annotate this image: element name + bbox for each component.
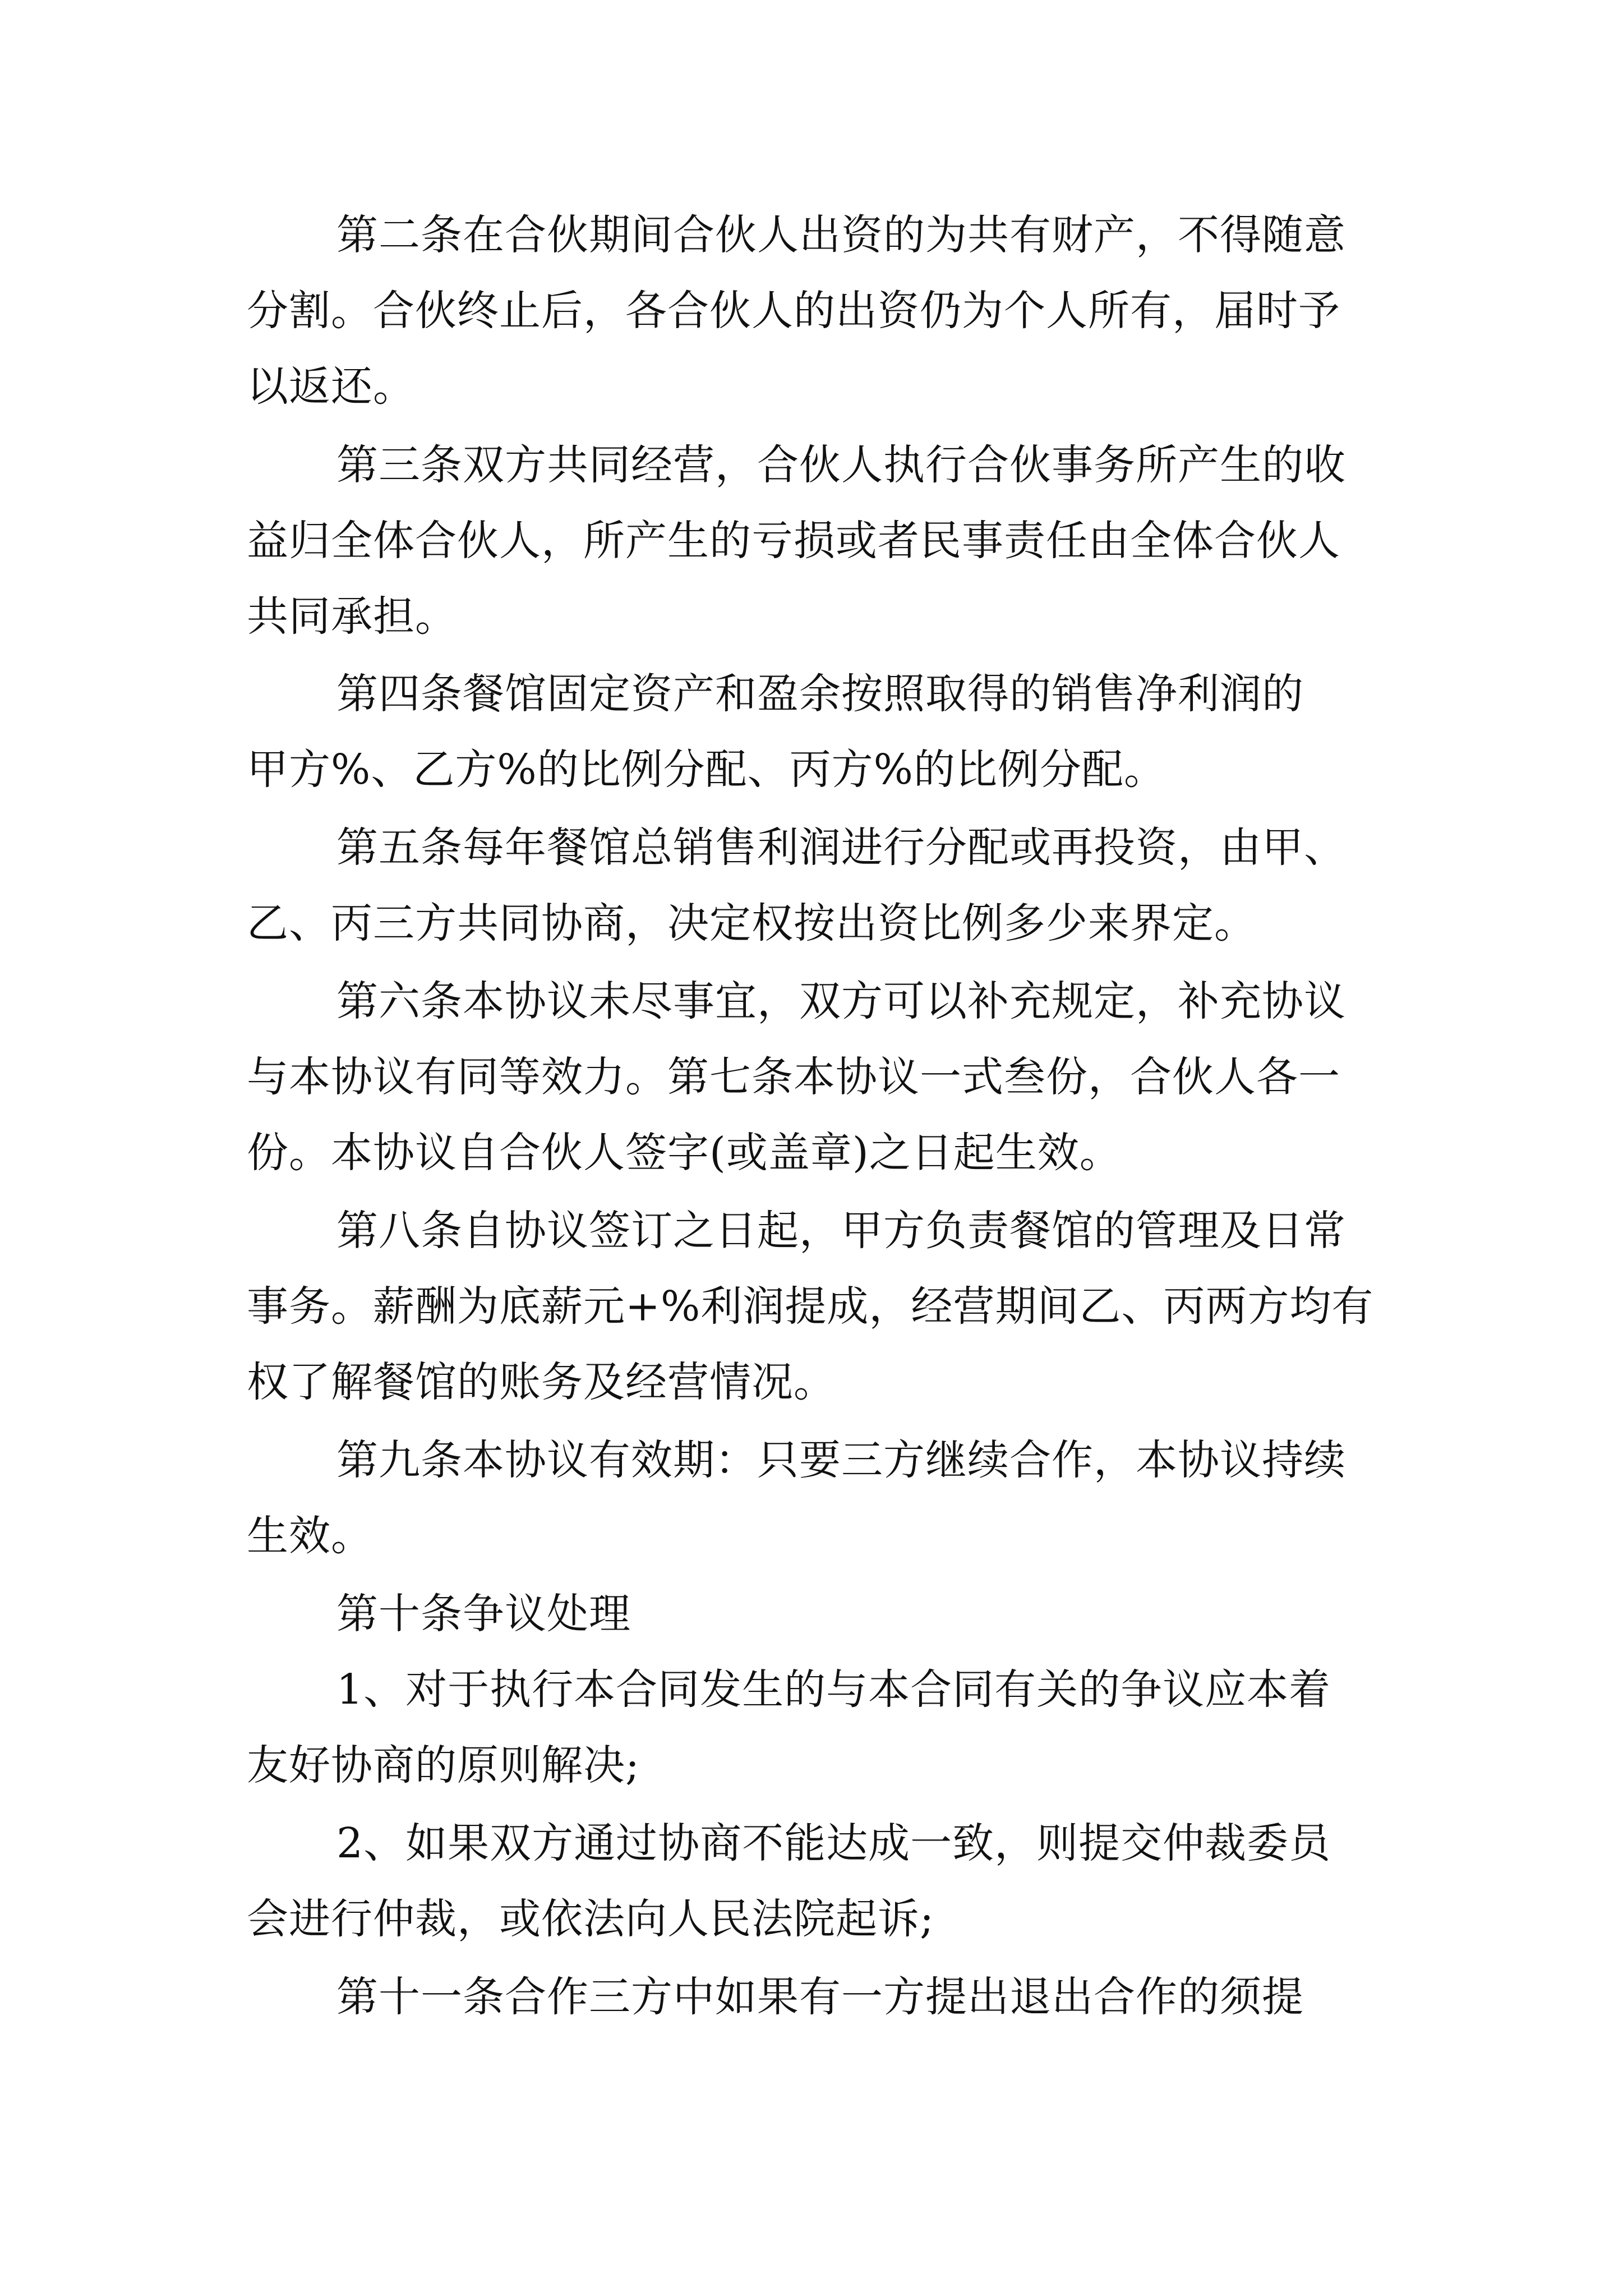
- text-line: 第二条在合伙期间合伙人出资的为共有财产，不得随意: [336, 211, 1346, 259]
- text-line: 2、如果双方通过协商不能达成一致，则提交仲裁委员: [336, 1819, 1331, 1867]
- section-heading: 第十条争议处理: [336, 1590, 631, 1638]
- text-line: 第五条每年餐馆总销售利润进行分配或再投资，由甲、: [336, 823, 1346, 872]
- text-line: 乙、丙三方共同协商，决定权按出资比例多少来界定。: [247, 899, 1256, 947]
- text-line: 分割。合伙终止后，各合伙人的出资仍为个人所有，届时予: [247, 287, 1340, 335]
- text-line: 第三条双方共同经营，合伙人执行合伙事务所产生的收: [336, 441, 1346, 489]
- text-line: 会进行仲裁，或依法向人民法院起诉;: [247, 1895, 934, 1943]
- text-line: 1、对于执行本合同发生的与本合同有关的争议应本着: [336, 1665, 1331, 1714]
- text-line: 生效。: [247, 1512, 373, 1560]
- text-line: 第六条本协议未尽事宜，双方可以补充规定，补充协议: [336, 977, 1346, 1025]
- text-line: 与本协议有同等效力。第七条本协议一式叁份，合伙人各一: [247, 1053, 1340, 1101]
- text-line: 甲方%、乙方%的比例分配、丙方%的比例分配。: [247, 746, 1166, 794]
- text-line: 第四条餐馆固定资产和盈余按照取得的销售净利润的: [336, 670, 1304, 718]
- text-line: 以返还。: [247, 362, 415, 411]
- text-line: 友好协商的原则解决;: [247, 1741, 640, 1789]
- text-line: 第九条本协议有效期：只要三方继续合作，本协议持续: [336, 1436, 1346, 1484]
- text-line: 事务。薪酬为底薪元+%利润提成，经营期间乙、丙两方均有: [247, 1282, 1374, 1331]
- text-line: 权了解餐馆的账务及经营情况。: [247, 1358, 836, 1406]
- text-line: 共同承担。: [247, 592, 457, 641]
- text-line: 第八条自协议签订之日起，甲方负责餐馆的管理及日常: [336, 1207, 1346, 1255]
- text-line: 第十一条合作三方中如果有一方提出退出合作的须提: [336, 1973, 1304, 2021]
- text-line: 益归全体合伙人，所产生的亏损或者民事责任由全体合伙人: [247, 517, 1340, 565]
- text-line: 份。本协议自合伙人签字(或盖章)之日起生效。: [247, 1129, 1122, 1177]
